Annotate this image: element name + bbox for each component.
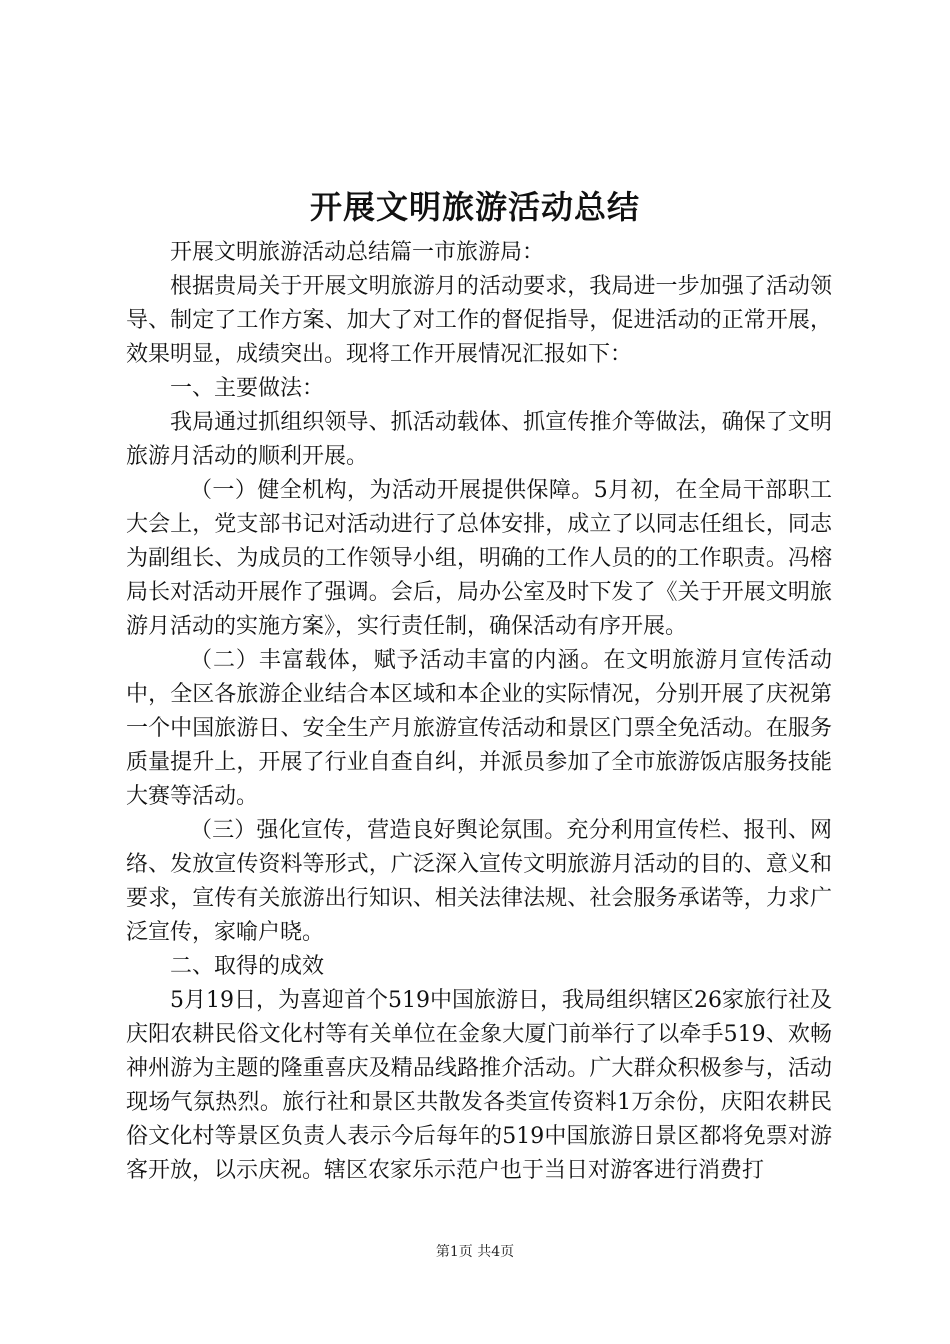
paragraph-methods-summary: 我局通过抓组织领导、抓活动载体、抓宣传推介等做法，确保了文明旅游月活动的顺利开展。 — [126, 410, 832, 469]
document-title: 开展文明旅游活动总结 — [309, 188, 640, 226]
paragraph-greeting: 开展文明旅游活动总结篇一市旅游局： — [170, 240, 545, 265]
paragraph-item-2: （二）丰富载体，赋予活动丰富的内涵。在文明旅游月宣传活动中，全区各旅游企业结合本区域和本企业的实际情况，分别开展了庆祝第一个中国旅游日、安全生产月旅游宣传活动和景区门票全免活动。在服务质量提升上，开展了行业自查自纠，并派员参加了全市旅游饭店服务技能大赛等活动。 — [126, 648, 832, 809]
paragraph-item-1: （一）健全机构，为活动开展提供保障。5月初，在全局干部职工大会上，党支部书记对活动进行了总体安排，成立了以同志任组长，同志为副组长、为成员的工作领导小组，明确的工作人员的的工作职责。冯榕局长对活动开展作了强调。会后，局办公室及时下发了《关于开展文明旅游月活动的实施方案》，实行责任制，确保活动有序开展。 — [126, 478, 832, 639]
paragraph-intro: 根据贵局关于开展文明旅游月的活动要求，我局进一步加强了活动领导、制定了工作方案、加大了对工作的督促指导，促进活动的正常开展，效果明显，成绩突出。现将工作开展情况汇报如下： — [126, 274, 832, 367]
section-heading-results: 二、取得的成效 — [170, 954, 325, 979]
page-footer: 第1页 共4页 — [435, 1244, 515, 1260]
paragraph-item-3: （三）强化宣传，营造良好舆论氛围。充分利用宣传栏、报刊、网络、发放宣传资料等形式，广泛深入宣传文明旅游月活动的目的、意义和要求，宣传有关旅游出行知识、相关法律法规、社会服务承诺等，力求广泛宣传，家喻户晓。 — [126, 818, 832, 945]
paragraph-results: 5月19日，为喜迎首个519中国旅游日，我局组织辖区26家旅行社及庆阳农耕民俗文化村等有关单位在金象大厦门前举行了以牵手519、欢畅神州游为主题的隆重喜庆及精品线路推介活动。广大群众积极参与，活动现场气氛热烈。旅行社和景区共散发各类宣传资料1万余份，庆阳农耕民俗文化村等景区负责人表示今后每年的519中国旅游日景区都将免票对游客开放，以示庆祝。辖区农家乐示范户也于当日对游客进行消费打 — [126, 988, 832, 1183]
section-heading-methods: 一、主要做法： — [170, 376, 325, 401]
document-body — [126, 236, 832, 1188]
